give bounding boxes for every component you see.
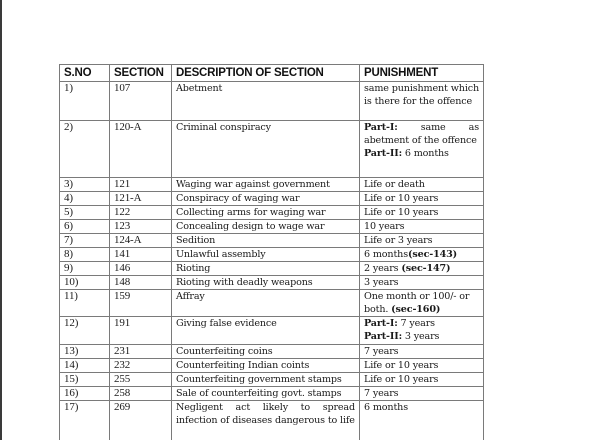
cell-description: Sale of counterfeiting govt. stamps xyxy=(172,387,360,401)
header-sno: S.NO xyxy=(60,65,110,82)
cell-sno: 1) xyxy=(60,82,110,121)
table-row xyxy=(60,276,484,290)
punishment-part2 xyxy=(364,147,479,160)
cell-section: 121-A xyxy=(110,192,172,206)
cell-section: 191 xyxy=(110,317,172,345)
cell-sno: 2) xyxy=(60,121,110,178)
table-row xyxy=(60,290,484,317)
table-row xyxy=(60,387,484,401)
punishment-section-ref: (sec-147) xyxy=(401,263,451,274)
cell-sno: 15) xyxy=(60,373,110,387)
table-row xyxy=(60,206,484,220)
cell-punishment: 7 years xyxy=(360,387,484,401)
cell-section: 159 xyxy=(110,290,172,317)
cell-description: Giving false evidence xyxy=(172,317,360,345)
header-description: DESCRIPTION OF SECTION xyxy=(172,65,360,82)
cell-punishment xyxy=(360,290,484,317)
cell-section: 107 xyxy=(110,82,172,121)
cell-section: 141 xyxy=(110,248,172,262)
cell-punishment: 6 months xyxy=(360,401,484,440)
table-header-row xyxy=(60,65,484,82)
cell-punishment: Life or death xyxy=(360,178,484,192)
punishment-section-ref: (sec-160) xyxy=(391,304,441,315)
cell-section: 146 xyxy=(110,262,172,276)
cell-section: 232 xyxy=(110,359,172,373)
cell-sno: 3) xyxy=(60,178,110,192)
cell-punishment xyxy=(360,317,484,345)
cell-punishment: Life or 10 years xyxy=(360,359,484,373)
cell-section: 123 xyxy=(110,220,172,234)
punishment-text: 2 years xyxy=(364,263,402,274)
table-row xyxy=(60,248,484,262)
punishment-part1 xyxy=(364,122,479,146)
page-left-border xyxy=(0,0,2,440)
punishment-text: One month or 100/- or both. xyxy=(364,291,470,315)
part2-label: Part-II: xyxy=(364,148,402,159)
cell-section: 124-A xyxy=(110,234,172,248)
punishment-part1 xyxy=(364,317,479,330)
cell-sno: 10) xyxy=(60,276,110,290)
table-row xyxy=(60,220,484,234)
table-row xyxy=(60,317,484,345)
cell-punishment: 7 years xyxy=(360,345,484,359)
table-row xyxy=(60,82,484,121)
cell-section: 255 xyxy=(110,373,172,387)
punishment-text: 6 months xyxy=(364,249,408,260)
punishment-section-ref: (sec-143) xyxy=(407,249,458,260)
cell-section: 121 xyxy=(110,178,172,192)
cell-description: Abetment xyxy=(172,82,360,121)
cell-punishment xyxy=(360,262,484,276)
cell-description: Counterfeiting government stamps xyxy=(172,373,360,387)
table-row xyxy=(60,121,484,178)
cell-sno: 8) xyxy=(60,248,110,262)
cell-sno: 16) xyxy=(60,387,110,401)
cell-description: Affray xyxy=(172,290,360,317)
cell-section: 269 xyxy=(110,401,172,440)
cell-section: 258 xyxy=(110,387,172,401)
part1-label: Part-I: xyxy=(364,318,398,329)
cell-section: 122 xyxy=(110,206,172,220)
cell-description: Rioting xyxy=(172,262,360,276)
cell-section: 148 xyxy=(110,276,172,290)
cell-description: Sedition xyxy=(172,234,360,248)
table-row xyxy=(60,359,484,373)
table-row xyxy=(60,373,484,387)
table-row xyxy=(60,192,484,206)
cell-description: Rioting with deadly weapons xyxy=(172,276,360,290)
ipc-sections-table xyxy=(59,64,484,440)
cell-description: Negligent act likely to spread infection of diseases dangerous to life xyxy=(172,401,360,440)
cell-description: Criminal conspiracy xyxy=(172,121,360,178)
cell-section: 120-A xyxy=(110,121,172,178)
table-row xyxy=(60,401,484,440)
cell-punishment: Life or 10 years xyxy=(360,206,484,220)
part2-text: 3 years xyxy=(401,331,440,342)
cell-description: Counterfeiting Indian coints xyxy=(172,359,360,373)
cell-sno: 7) xyxy=(60,234,110,248)
table-row xyxy=(60,345,484,359)
cell-sno: 13) xyxy=(60,345,110,359)
cell-description: Unlawful assembly xyxy=(172,248,360,262)
cell-sno: 6) xyxy=(60,220,110,234)
part2-text: 6 months xyxy=(401,148,449,159)
cell-sno: 4) xyxy=(60,192,110,206)
cell-description: Conspiracy of waging war xyxy=(172,192,360,206)
cell-punishment: Life or 10 years xyxy=(360,373,484,387)
cell-punishment: 10 years xyxy=(360,220,484,234)
part1-label: Part-I: xyxy=(364,122,398,133)
cell-punishment xyxy=(360,248,484,262)
cell-punishment: Life or 10 years xyxy=(360,192,484,206)
cell-punishment: 3 years xyxy=(360,276,484,290)
part2-label: Part-II: xyxy=(364,331,402,342)
cell-sno: 17) xyxy=(60,401,110,440)
part1-text: 7 years xyxy=(397,318,435,329)
cell-sno: 12) xyxy=(60,317,110,345)
cell-sno: 5) xyxy=(60,206,110,220)
punishment-part2 xyxy=(364,330,479,343)
cell-punishment: Life or 3 years xyxy=(360,234,484,248)
cell-description: Collecting arms for waging war xyxy=(172,206,360,220)
header-punishment: PUNISHMENT xyxy=(360,65,484,82)
cell-sno: 14) xyxy=(60,359,110,373)
table-row xyxy=(60,234,484,248)
cell-punishment: same punishment which is there for the offence xyxy=(360,82,484,121)
cell-section: 231 xyxy=(110,345,172,359)
cell-description: Concealing design to wage war xyxy=(172,220,360,234)
cell-sno: 9) xyxy=(60,262,110,276)
part1-text: same as abetment of the offence xyxy=(364,122,479,146)
table-row xyxy=(60,178,484,192)
cell-punishment xyxy=(360,121,484,178)
table-row xyxy=(60,262,484,276)
header-section: SECTION xyxy=(110,65,172,82)
cell-description: Counterfeiting coins xyxy=(172,345,360,359)
cell-sno: 11) xyxy=(60,290,110,317)
cell-description: Waging war against government xyxy=(172,178,360,192)
